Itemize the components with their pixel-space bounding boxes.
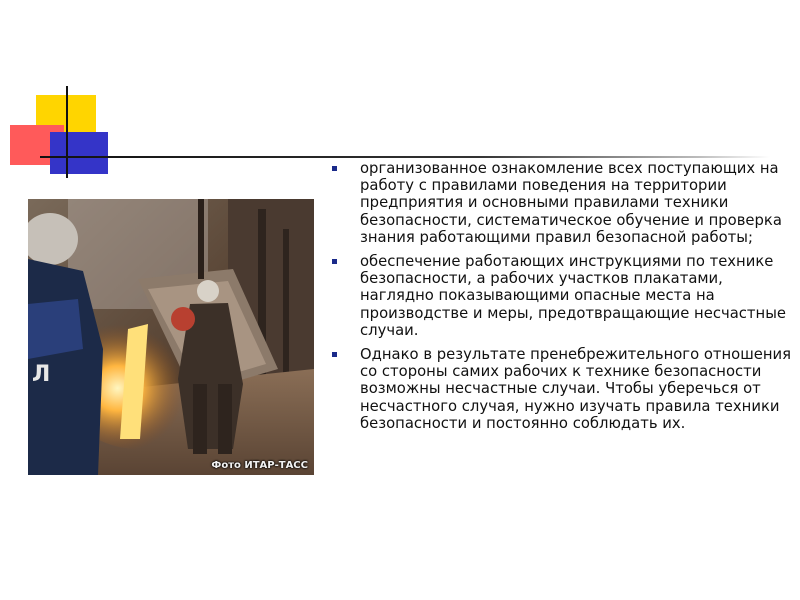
bullet-list — [332, 160, 792, 432]
decorative-blue-square — [50, 132, 108, 174]
foundry-scene-image — [28, 199, 314, 475]
bullet-list-container — [332, 160, 792, 439]
steelworkers-photo — [28, 199, 314, 475]
square-bullet-icon — [332, 166, 337, 171]
photo-credit: Фото ИТАР-ТАСС — [211, 460, 308, 471]
list-item — [332, 346, 792, 432]
svg-text:Л: Л — [32, 362, 51, 387]
list-item-text: организованное ознакомление всех поступающих на работу с правилами поведения на территории предприятия и основными правилами техники безопасности, систематическое обучение и проверка знания работающими правил безопасной работы; — [360, 160, 782, 246]
list-item — [332, 160, 792, 246]
decorative-horizontal-rule — [40, 156, 770, 158]
list-item-text: Однако в результате пренебрежительного отношения со стороны самих рабочих к технике безопасности возможны несчастные случаи. Чтобы уберечься от несчастного случая, нужно изучать правила техники безопасности и постоянно соблюдать их. — [360, 346, 792, 432]
list-item-text: обеспечение работающих инструкциями по технике безопасности, а рабочих участков плакатами, наглядно показывающими опасные места на производстве и меры, предотвращающие несчастные случаи. — [360, 253, 786, 339]
square-bullet-icon — [332, 259, 337, 264]
list-item — [332, 253, 792, 339]
decorative-vertical-line — [66, 86, 68, 178]
square-bullet-icon — [332, 352, 337, 357]
